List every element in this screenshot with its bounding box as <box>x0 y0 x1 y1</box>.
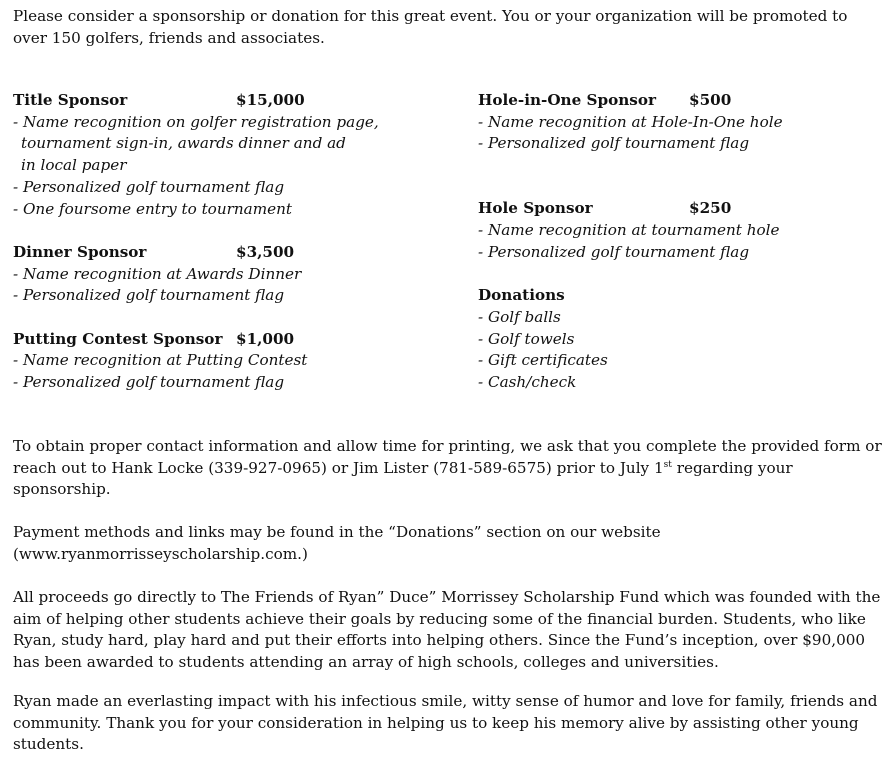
contact-text-end: regarding your sponsorship. <box>13 458 793 499</box>
benefit-item: tournament sign-in, awards dinner and ad <box>21 134 346 153</box>
tier-title: Putting Contest Sponsor <box>13 329 223 348</box>
benefit-item: - Personalized golf tournament flag <box>13 177 285 196</box>
benefit-item: - Personalized golf tournament flag <box>478 242 750 261</box>
donation-item: - Golf towels <box>478 329 575 348</box>
putting-contest-sponsor-block <box>13 329 453 394</box>
benefit-item: in local paper <box>21 156 127 175</box>
tier-price: $15,000 <box>236 91 305 109</box>
hole-sponsor-block <box>478 198 888 263</box>
benefit-item: - Name recognition at Hole-In-One hole <box>478 112 783 131</box>
contact-paragraph <box>13 436 883 501</box>
benefit-item: - Name recognition on golfer registration page, <box>13 112 379 131</box>
benefit-item: - Personalized golf tournament flag <box>478 134 750 153</box>
intro-paragraph: Please consider a sponsorship or donation for this great event. You or your organization will be promoted to over 150 golfers, friends and associates. <box>13 7 848 47</box>
tier-price: $1,000 <box>236 329 295 348</box>
benefit-item: - Name recognition at Awards Dinner <box>13 264 302 283</box>
tier-price: $3,500 <box>236 242 295 261</box>
tier-price: $500 <box>689 91 732 109</box>
tier-title: Title Sponsor <box>13 91 128 109</box>
tier-title: Donations <box>478 286 565 305</box>
dinner-sponsor-block <box>13 242 453 307</box>
right-sponsor-column <box>478 90 888 394</box>
donations-block <box>478 285 888 394</box>
donation-item: - Golf balls <box>478 307 561 326</box>
tier-price: $250 <box>689 199 732 218</box>
tier-title: Hole-in-One Sponsor <box>478 91 656 109</box>
payment-paragraph: Payment methods and links may be found in the “Donations” section on our website (www.ryanmorrisseyscholarship.com.) <box>13 523 661 563</box>
benefit-item: - One foursome entry to tournament <box>13 199 292 218</box>
benefit-item: - Name recognition at Putting Contest <box>13 351 308 370</box>
benefit-item: - Name recognition at tournament hole <box>478 221 780 240</box>
benefit-item: - Personalized golf tournament flag <box>13 286 285 305</box>
hole-in-one-sponsor-block <box>478 90 888 155</box>
donation-item: - Gift certificates <box>478 351 608 370</box>
tier-title: Hole Sponsor <box>478 199 593 218</box>
ordinal-suffix: st <box>663 459 672 470</box>
title-sponsor-block <box>13 90 453 220</box>
proceeds-paragraph: All proceeds go directly to The Friends of Ryan” Duce” Morrissey Scholarship Fund which was founded with the aim of helping other students achieve their goals by reducing some of the financial burden. Students, who like Ryan, study hard, play hard and put their efforts into helping others. Since the Fund’s inception, over $90,000 has been awarded to students attending an array of high schools, colleges and universities. <box>13 588 881 672</box>
tier-title: Dinner Sponsor <box>13 242 147 261</box>
left-sponsor-column <box>13 90 453 394</box>
contact-text: To obtain proper contact information and allow time for printing, we ask that you complete the provided form or reach out to Hank Locke (339-927-0965) or Jim Lister (781-589-6575) prior to July 1 <box>13 437 882 477</box>
closing-paragraph: Ryan made an everlasting impact with his infectious smile, witty sense of humor and love for family, friends and community. Thank you for your consideration in helping us to keep his memory alive by assisting other young students. <box>13 692 878 754</box>
benefit-item: - Personalized golf tournament flag <box>13 373 285 392</box>
donation-item: - Cash/check <box>478 373 577 392</box>
